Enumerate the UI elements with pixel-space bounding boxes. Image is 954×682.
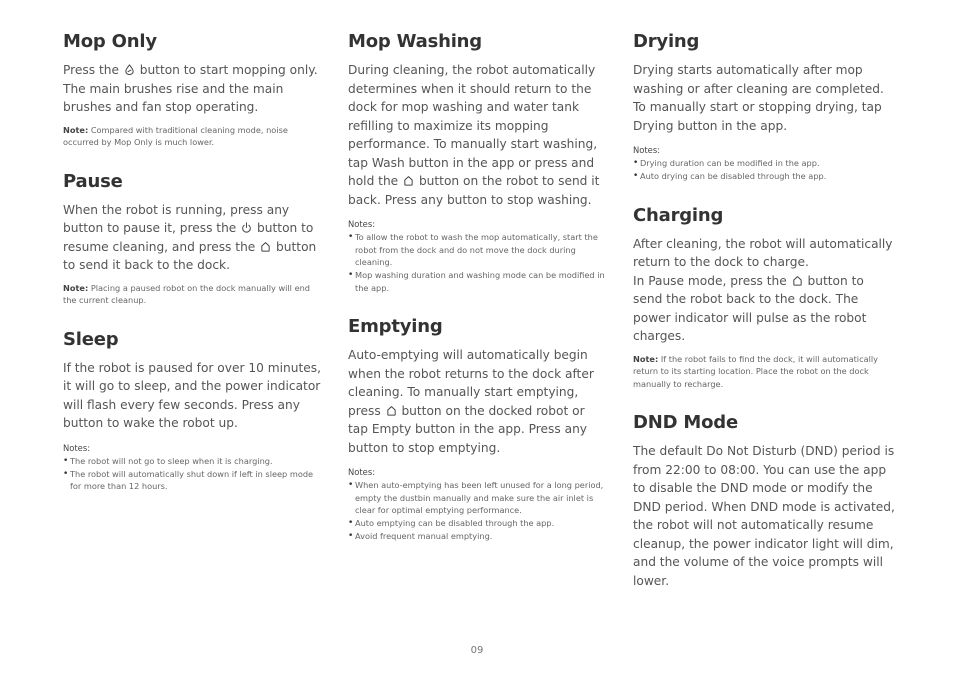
section-sleep xyxy=(63,328,323,493)
column-middle xyxy=(348,30,608,564)
list-item: • Mop washing duration and washing mode can be modified in the app. xyxy=(348,269,608,294)
mop-washing-notes-list xyxy=(348,231,608,294)
dnd-mode-body: The default Do Not Disturb (DND) period is from 22:00 to 08:00. You can use the app to disable the DND mode or modify the DND period. When DND mode is activated, the robot will not automatically resume cleanup, the power indicator light will dim, and the volume of the voice prompts will lower. xyxy=(633,444,895,588)
note-text: Placing a paused robot on the dock manually will end the current cleanup. xyxy=(63,282,310,305)
column-left xyxy=(63,30,323,514)
emptying-notes-list xyxy=(348,479,608,543)
list-item: • Avoid frequent manual emptying. xyxy=(348,530,608,543)
emptying-body-2: button on the docked robot or tap Empty button in the app. Press any button to stop emptying. xyxy=(348,403,588,455)
section-charging xyxy=(633,204,895,391)
list-item: • The robot will not go to sleep when it is charging. xyxy=(63,455,323,468)
home-icon xyxy=(403,175,414,186)
section-mop-only xyxy=(63,30,323,149)
mop-washing-notes-title: Notes: xyxy=(348,219,376,229)
note-text: Compared with traditional cleaning mode, noise occurred by Mop Only is much lower. xyxy=(63,124,288,147)
pause-body-2: button to resume cleaning, and press the xyxy=(63,221,314,254)
mop-icon xyxy=(124,64,135,75)
sleep-notes-list xyxy=(63,455,323,493)
pause-body-3: button to send it back to the dock. xyxy=(63,239,317,272)
sleep-body: If the robot is paused for over 10 minutes, it will go to sleep, and the power indicator will flash every few seconds. Press any button to wake the robot up. xyxy=(63,360,321,430)
drying-body: Drying starts automatically after mop washing or after cleaning are completed. To manually start or stopping drying, tap Drying button in the app. xyxy=(633,63,884,133)
note-text: If the robot fails to find the dock, it will automatically return to its starting location. Place the robot on the dock manually to recharge. xyxy=(633,353,878,389)
drying-notes-title: Notes: xyxy=(633,145,661,155)
charging-body-2-pre: In Pause mode, press the xyxy=(633,273,787,288)
note-label: Note: xyxy=(633,353,659,364)
list-item: • To allow the robot to wash the mop automatically, start the robot from the dock and do not move the dock during cleaning. xyxy=(348,231,608,269)
heading-charging: Charging xyxy=(633,204,724,226)
mop-washing-body xyxy=(348,61,608,209)
charging-body-2 xyxy=(633,272,895,346)
charging-note xyxy=(633,353,895,391)
note-label: Note: xyxy=(63,282,89,293)
home-icon xyxy=(792,275,803,286)
mop-only-note xyxy=(63,124,323,149)
section-pause xyxy=(63,170,323,307)
drying-notes-list xyxy=(633,157,895,183)
heading-emptying: Emptying xyxy=(348,316,443,337)
heading-drying: Drying xyxy=(633,31,700,52)
heading-sleep: Sleep xyxy=(63,328,119,350)
mop-only-body xyxy=(63,61,323,117)
charging-body-1: After cleaning, the robot will automatically return to the dock to charge. xyxy=(633,236,893,269)
pause-body-1: When the robot is running, press any button to pause it, press the xyxy=(63,202,290,235)
pause-body xyxy=(63,201,323,275)
charging-body-2-post: button to send the robot back to the dock. The power indicator will pulse as the robot charges. xyxy=(633,273,867,343)
heading-mop-only: Mop Only xyxy=(63,31,157,52)
list-item: • The robot will automatically shut down if left in sleep mode for more than 12 hours. xyxy=(63,468,323,493)
home-icon xyxy=(260,241,271,252)
section-emptying xyxy=(348,315,608,543)
mop-washing-body-1: During cleaning, the robot automatically determines when it should return to the dock for mop washing and water tank refilling to maximize its mopping performance. To manually start washing, tap Wash button in the app or press and hold the xyxy=(348,63,598,188)
emptying-notes-title: Notes: xyxy=(348,467,376,477)
note-label: Note: xyxy=(63,124,89,135)
emptying-body xyxy=(348,346,608,457)
home-icon xyxy=(386,405,397,416)
mop-washing-body-2: button on the robot to send it back. Press any button to stop washing. xyxy=(348,174,600,207)
power-icon xyxy=(241,222,252,233)
list-item: • Auto emptying can be disabled through the app. xyxy=(348,517,608,530)
mop-only-body-post: button to start mopping only. The main brushes rise and the main brushes and fan stop operating. xyxy=(63,63,318,114)
section-mop-washing xyxy=(348,30,608,294)
heading-mop-washing: Mop Washing xyxy=(348,31,482,52)
sleep-notes-title: Notes: xyxy=(63,442,91,453)
list-item: • When auto-emptying has been left unused for a long period, empty the dustbin manually and make sure the air inlet is clear for optimal emptying performance. xyxy=(348,479,608,517)
heading-dnd-mode: DND Mode xyxy=(633,412,738,433)
page-number: 09 xyxy=(470,645,484,656)
pause-note xyxy=(63,282,323,307)
list-item: • Drying duration can be modified in the app. xyxy=(633,157,895,170)
list-item: • Auto drying can be disabled through the app. xyxy=(633,170,895,183)
section-drying xyxy=(633,30,895,183)
emptying-body-1: Auto-emptying will automatically begin when the robot returns to the dock after cleaning. To manually start emptying, press xyxy=(348,348,594,418)
column-right xyxy=(633,30,895,611)
heading-pause: Pause xyxy=(63,170,123,192)
mop-only-body-pre: Press the xyxy=(63,63,119,77)
section-dnd-mode xyxy=(633,411,895,590)
